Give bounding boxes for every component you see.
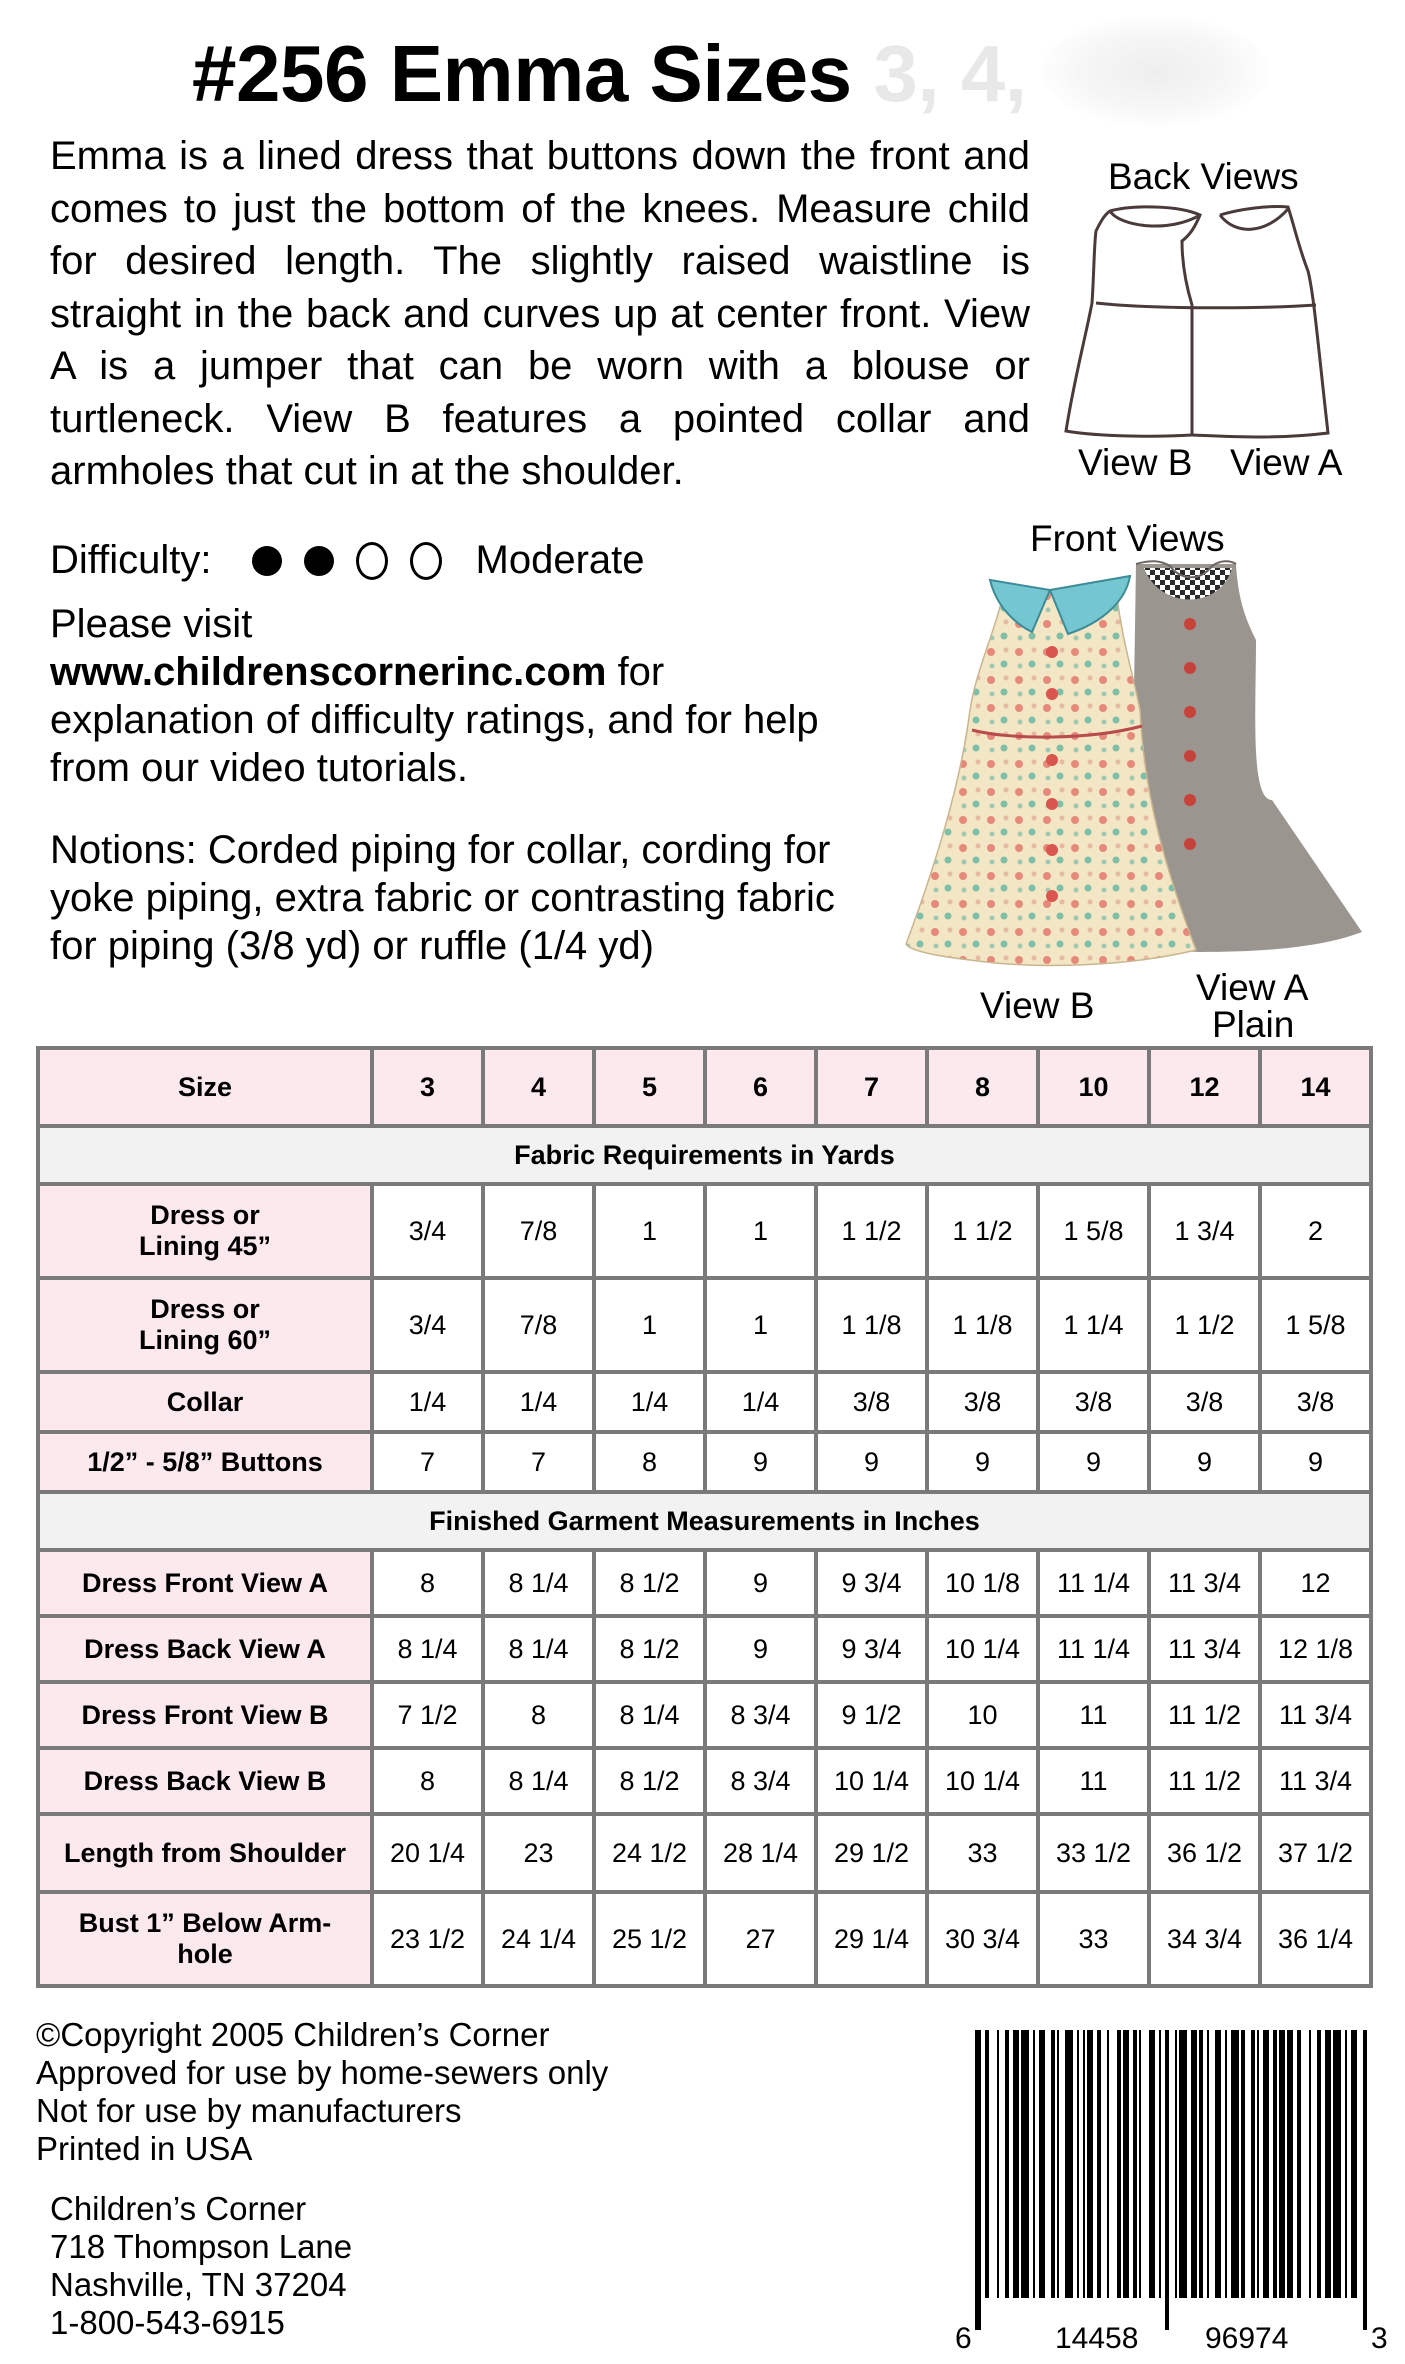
value-cell: 29 1/4 — [816, 1892, 927, 1986]
barcode-left-digit: 6 — [955, 2322, 972, 2355]
barcode-bar — [1191, 2030, 1197, 2298]
value-cell: 8 — [372, 1748, 483, 1814]
row-label-cell — [38, 1372, 372, 1432]
table-row — [38, 1814, 1371, 1892]
value-cell: 9 3/4 — [816, 1616, 927, 1682]
title-main: #256 Emma Sizes — [192, 29, 852, 118]
barcode-bar — [1033, 2030, 1035, 2298]
back-views-title: Back Views — [1108, 156, 1299, 197]
value-cell: 11 1/2 — [1149, 1748, 1260, 1814]
row-label-cell — [38, 1892, 372, 1986]
value-cell: 34 3/4 — [1149, 1892, 1260, 1986]
barcode-bar — [1199, 2030, 1203, 2298]
value-cell: 1 1/2 — [927, 1184, 1038, 1278]
value-cell: 24 1/4 — [483, 1892, 594, 1986]
phone-number: 1-800-543-6915 — [50, 2304, 285, 2341]
value-cell: 9 — [705, 1550, 816, 1616]
barcode-bar — [1317, 2030, 1321, 2298]
value-cell: 12 1/8 — [1260, 1616, 1371, 1682]
value-cell: 1 1/4 — [1038, 1278, 1149, 1372]
barcode-bar — [1309, 2030, 1311, 2298]
barcode-bar — [1333, 2030, 1341, 2298]
value-cell: 8 — [372, 1550, 483, 1616]
barcode-group-1: 14458 — [1055, 2322, 1139, 2355]
barcode-bar — [997, 2030, 999, 2298]
row-label-line-2: Lining 45” — [138, 1231, 271, 1261]
barcode-bar — [985, 2030, 989, 2298]
table-row — [38, 1184, 1371, 1278]
finished-section-row-cell: Finished Garment Measurements in Inches — [38, 1492, 1371, 1550]
value-cell: 1 — [594, 1278, 705, 1372]
value-cell: 7 — [483, 1432, 594, 1492]
value-cell: 9 — [927, 1432, 1038, 1492]
row-label-line-1: Dress Front View A — [81, 1567, 329, 1598]
row-label-line-1: Dress Back View B — [83, 1765, 327, 1796]
row-label-line-1: Length from Shoulder — [64, 1837, 346, 1868]
difficulty-dots — [252, 542, 442, 580]
row-label-cell — [38, 1682, 372, 1748]
value-cell: 7/8 — [483, 1278, 594, 1372]
upc-barcode — [955, 2030, 1388, 2355]
difficulty-rating: Moderate — [475, 538, 645, 582]
barcode-bar — [1087, 2030, 1093, 2298]
printed-line: Printed in USA — [36, 2130, 253, 2167]
value-cell: 10 — [927, 1682, 1038, 1748]
value-cell: 11 1/2 — [1149, 1682, 1260, 1748]
value-cell: 1/4 — [705, 1372, 816, 1432]
value-cell: 10 1/4 — [927, 1748, 1038, 1814]
barcode-bar — [1273, 2030, 1277, 2298]
value-cell: 1/4 — [372, 1372, 483, 1432]
value-cell: 28 1/4 — [705, 1814, 816, 1892]
value-cell: 1 — [705, 1184, 816, 1278]
value-cell: 3/4 — [372, 1278, 483, 1372]
value-cell: 8 1/2 — [594, 1748, 705, 1814]
value-cell: 11 3/4 — [1260, 1682, 1371, 1748]
size-cell: 12 — [1149, 1048, 1260, 1126]
city-state-zip: Nashville, TN 37204 — [50, 2266, 347, 2303]
row-label-cell — [38, 1748, 372, 1814]
row-label-line-1: Dress Back View A — [84, 1633, 326, 1664]
barcode-bar — [1363, 2030, 1367, 2330]
barcode-bar — [1083, 2030, 1085, 2298]
table-header-row — [38, 1048, 1371, 1126]
barcode-bar — [1107, 2030, 1109, 2298]
size-cell: 5 — [594, 1048, 705, 1126]
value-cell: 11 3/4 — [1260, 1748, 1371, 1814]
value-cell: 30 3/4 — [927, 1892, 1038, 1986]
barcode-bar — [1241, 2030, 1245, 2298]
filled-dot-icon — [252, 546, 282, 576]
barcode-bar — [1117, 2030, 1121, 2298]
barcode-bar — [1149, 2030, 1155, 2298]
value-cell: 23 1/2 — [372, 1892, 483, 1986]
filled-dot-icon — [304, 546, 334, 576]
value-cell: 9 — [1038, 1432, 1149, 1492]
value-cell: 10 1/4 — [927, 1616, 1038, 1682]
front-views-photo — [900, 560, 1375, 985]
description-paragraph: Emma is a lined dress that buttons down the front and comes to just the bottom of the knees. Measure child for desired length. The slightly raised waistline is straight in the back and curves up at center front. View A is a jumper that can be worn with a blouse or turtleneck. View B features a pointed collar and armholes that cut in at the shoulder. — [50, 134, 1030, 493]
value-cell: 8 1/4 — [483, 1616, 594, 1682]
table-row — [38, 1550, 1371, 1616]
value-cell: 9 — [1260, 1432, 1371, 1492]
print-smudge — [1040, 16, 1270, 126]
value-cell: 1 3/4 — [1149, 1184, 1260, 1278]
table-row — [38, 1682, 1371, 1748]
value-cell: 3/8 — [1260, 1372, 1371, 1432]
row-label-cell — [38, 1432, 372, 1492]
notions-paragraph: Notions: Corded piping for collar, cording for yoke piping, extra fabric or contrasting fabric for piping (3/8 yd) or ruffle (1/4 yd) — [50, 828, 835, 968]
row-label-cell — [38, 1550, 372, 1616]
table-row — [38, 1372, 1371, 1432]
address-block — [50, 2190, 352, 2342]
street-address: 718 Thompson Lane — [50, 2228, 353, 2265]
back-view-a-outline — [1192, 206, 1328, 437]
value-cell: 25 1/2 — [594, 1892, 705, 1986]
value-cell: 3/4 — [372, 1184, 483, 1278]
barcode-right-digit: 3 — [1371, 2322, 1388, 2355]
barcode-bar — [1057, 2030, 1059, 2298]
fabric-section-row-cell: Fabric Requirements in Yards — [38, 1126, 1371, 1184]
company-name: Children’s Corner — [50, 2190, 307, 2227]
value-cell: 1/4 — [594, 1372, 705, 1432]
value-cell: 1 5/8 — [1038, 1184, 1149, 1278]
value-cell: 33 — [1038, 1892, 1149, 1986]
row-label-cell — [38, 1278, 372, 1372]
value-cell: 10 1/8 — [927, 1550, 1038, 1616]
difficulty-row — [50, 538, 645, 583]
copyright-line: ©Copyright 2005 Children’s Corner — [36, 2016, 550, 2053]
value-cell: 11 3/4 — [1149, 1550, 1260, 1616]
barcode-bar — [1225, 2030, 1227, 2298]
table-row — [38, 1616, 1371, 1682]
row-label-line-1: Dress Front View B — [81, 1699, 329, 1730]
value-cell: 1 1/2 — [816, 1184, 927, 1278]
value-cell: 12 — [1260, 1550, 1371, 1616]
row-label-line-1: Collar — [166, 1386, 244, 1417]
row-label-line-1: 1/2” - 5/8” Buttons — [87, 1446, 323, 1477]
value-cell: 8 1/2 — [594, 1550, 705, 1616]
value-cell: 9 — [705, 1616, 816, 1682]
not-for-line: Not for use by manufacturers — [36, 2092, 462, 2129]
barcode-bar — [1179, 2030, 1187, 2298]
value-cell: 3/8 — [927, 1372, 1038, 1432]
value-cell: 11 1/4 — [1038, 1550, 1149, 1616]
back-view-a-label: View A — [1230, 442, 1343, 483]
barcode-bar — [1039, 2030, 1045, 2298]
barcode-bar — [1175, 2030, 1177, 2298]
size-cell: 10 — [1038, 1048, 1149, 1126]
value-cell: 1 1/8 — [927, 1278, 1038, 1372]
value-cell: 8 1/2 — [594, 1616, 705, 1682]
size-cell: 8 — [927, 1048, 1038, 1126]
barcode-bar — [1297, 2030, 1301, 2298]
visit-suffix: for explanation of difficulty ratings, and for help from our video tutorials. — [50, 650, 819, 790]
barcode-bar — [1065, 2030, 1073, 2298]
barcode-group-2: 96974 — [1205, 2322, 1289, 2355]
back-waistline — [1096, 303, 1316, 308]
front-view-b-label: View B — [980, 985, 1095, 1026]
barcode-bar — [1287, 2030, 1293, 2298]
size-header-cell: Size — [38, 1048, 372, 1126]
fabric-section-row — [38, 1126, 1371, 1184]
barcode-bar — [1263, 2030, 1269, 2298]
value-cell: 11 — [1038, 1748, 1149, 1814]
title-faded-sizes: 3, 4, — [851, 29, 1027, 118]
value-cell: 1 — [594, 1184, 705, 1278]
value-cell: 11 — [1038, 1682, 1149, 1748]
visit-paragraph — [50, 600, 830, 792]
barcode-bar — [1207, 2030, 1209, 2298]
value-cell: 8 1/4 — [483, 1748, 594, 1814]
value-cell: 9 — [1149, 1432, 1260, 1492]
value-cell: 36 1/2 — [1149, 1814, 1260, 1892]
value-cell: 29 1/2 — [816, 1814, 927, 1892]
back-view-b-collar — [1110, 211, 1200, 226]
barcode-bar — [1123, 2030, 1129, 2298]
barcode-bar — [1345, 2030, 1347, 2298]
barcode-bar — [1133, 2030, 1137, 2298]
row-label-line-2: hole — [177, 1939, 233, 1969]
value-cell: 24 1/2 — [594, 1814, 705, 1892]
front-view-a-plain-label: Plain — [1212, 1004, 1295, 1045]
barcode-bar — [1097, 2030, 1101, 2298]
row-label-cell — [38, 1814, 372, 1892]
value-cell: 9 1/2 — [816, 1682, 927, 1748]
barcode-bar — [1325, 2030, 1331, 2298]
value-cell: 1 — [705, 1278, 816, 1372]
row-label-line-1: Dress or — [150, 1200, 260, 1230]
barcode-bar — [1351, 2030, 1357, 2298]
value-cell: 3/8 — [816, 1372, 927, 1432]
open-dot-icon — [356, 542, 388, 580]
barcode-bar — [1159, 2030, 1161, 2298]
size-cell: 7 — [816, 1048, 927, 1126]
barcode-bar — [975, 2030, 981, 2330]
value-cell: 20 1/4 — [372, 1814, 483, 1892]
value-cell: 7/8 — [483, 1184, 594, 1278]
value-cell: 33 — [927, 1814, 1038, 1892]
value-cell: 1/4 — [483, 1372, 594, 1432]
approved-line: Approved for use by home-sewers only — [36, 2054, 609, 2091]
barcode-bar — [1251, 2030, 1255, 2298]
barcode-bar — [1051, 2030, 1055, 2298]
requirements-table — [36, 1046, 1373, 1988]
copyright-block — [36, 2016, 608, 2168]
back-views-line-drawing — [1060, 205, 1340, 445]
table-row — [38, 1278, 1371, 1372]
barcode-bar — [1005, 2030, 1009, 2298]
value-cell: 8 3/4 — [705, 1748, 816, 1814]
barcode-bar — [1139, 2030, 1141, 2298]
difficulty-label: Difficulty: — [50, 538, 212, 582]
size-cell: 3 — [372, 1048, 483, 1126]
value-cell: 8 1/4 — [372, 1616, 483, 1682]
row-label-line-1: Bust 1” Below Arm- — [78, 1908, 332, 1938]
front-view-a-label: View A — [1196, 967, 1309, 1008]
table-row — [38, 1748, 1371, 1814]
row-label-line-1: Dress or — [150, 1294, 260, 1324]
value-cell: 1 1/2 — [1149, 1278, 1260, 1372]
value-cell: 2 — [1260, 1184, 1371, 1278]
finished-section-row — [38, 1492, 1371, 1550]
value-cell: 1 1/8 — [816, 1278, 927, 1372]
value-cell: 33 1/2 — [1038, 1814, 1149, 1892]
value-cell: 8 — [594, 1432, 705, 1492]
size-cell: 14 — [1260, 1048, 1371, 1126]
back-view-b-outline — [1066, 207, 1200, 436]
value-cell: 10 1/4 — [816, 1748, 927, 1814]
barcode-bar — [1165, 2030, 1169, 2330]
value-cell: 36 1/4 — [1260, 1892, 1371, 1986]
value-cell: 7 — [372, 1432, 483, 1492]
value-cell: 9 — [816, 1432, 927, 1492]
barcode-bar — [1279, 2030, 1285, 2298]
barcode-bar — [1021, 2030, 1029, 2298]
barcode-bar — [1013, 2030, 1019, 2298]
visit-prefix: Please visit — [50, 602, 253, 646]
back-view-b-label: View B — [1078, 442, 1193, 483]
table-row — [38, 1892, 1371, 1986]
row-label-line-2: Lining 60” — [138, 1325, 271, 1355]
row-label-cell — [38, 1616, 372, 1682]
value-cell: 23 — [483, 1814, 594, 1892]
value-cell: 7 1/2 — [372, 1682, 483, 1748]
open-dot-icon — [410, 542, 442, 580]
size-cell: 4 — [483, 1048, 594, 1126]
barcode-bar — [1077, 2030, 1079, 2298]
value-cell: 11 3/4 — [1149, 1616, 1260, 1682]
value-cell: 9 3/4 — [816, 1550, 927, 1616]
value-cell: 9 — [705, 1432, 816, 1492]
barcode-bar — [1231, 2030, 1239, 2298]
value-cell: 27 — [705, 1892, 816, 1986]
barcode-bar — [1215, 2030, 1221, 2298]
value-cell: 3/8 — [1149, 1372, 1260, 1432]
value-cell: 1 5/8 — [1260, 1278, 1371, 1372]
value-cell: 8 1/4 — [483, 1550, 594, 1616]
value-cell: 8 1/4 — [594, 1682, 705, 1748]
value-cell: 11 1/4 — [1038, 1616, 1149, 1682]
value-cell: 8 — [483, 1682, 594, 1748]
size-cell: 6 — [705, 1048, 816, 1126]
front-views-title: Front Views — [1030, 518, 1225, 559]
value-cell: 8 3/4 — [705, 1682, 816, 1748]
table-row — [38, 1432, 1371, 1492]
barcode-bar — [1257, 2030, 1259, 2298]
page-title — [192, 28, 1027, 120]
value-cell: 3/8 — [1038, 1372, 1149, 1432]
value-cell: 37 1/2 — [1260, 1814, 1371, 1892]
website-link[interactable]: www.childrenscornerinc.com — [50, 650, 607, 694]
row-label-cell — [38, 1184, 372, 1278]
